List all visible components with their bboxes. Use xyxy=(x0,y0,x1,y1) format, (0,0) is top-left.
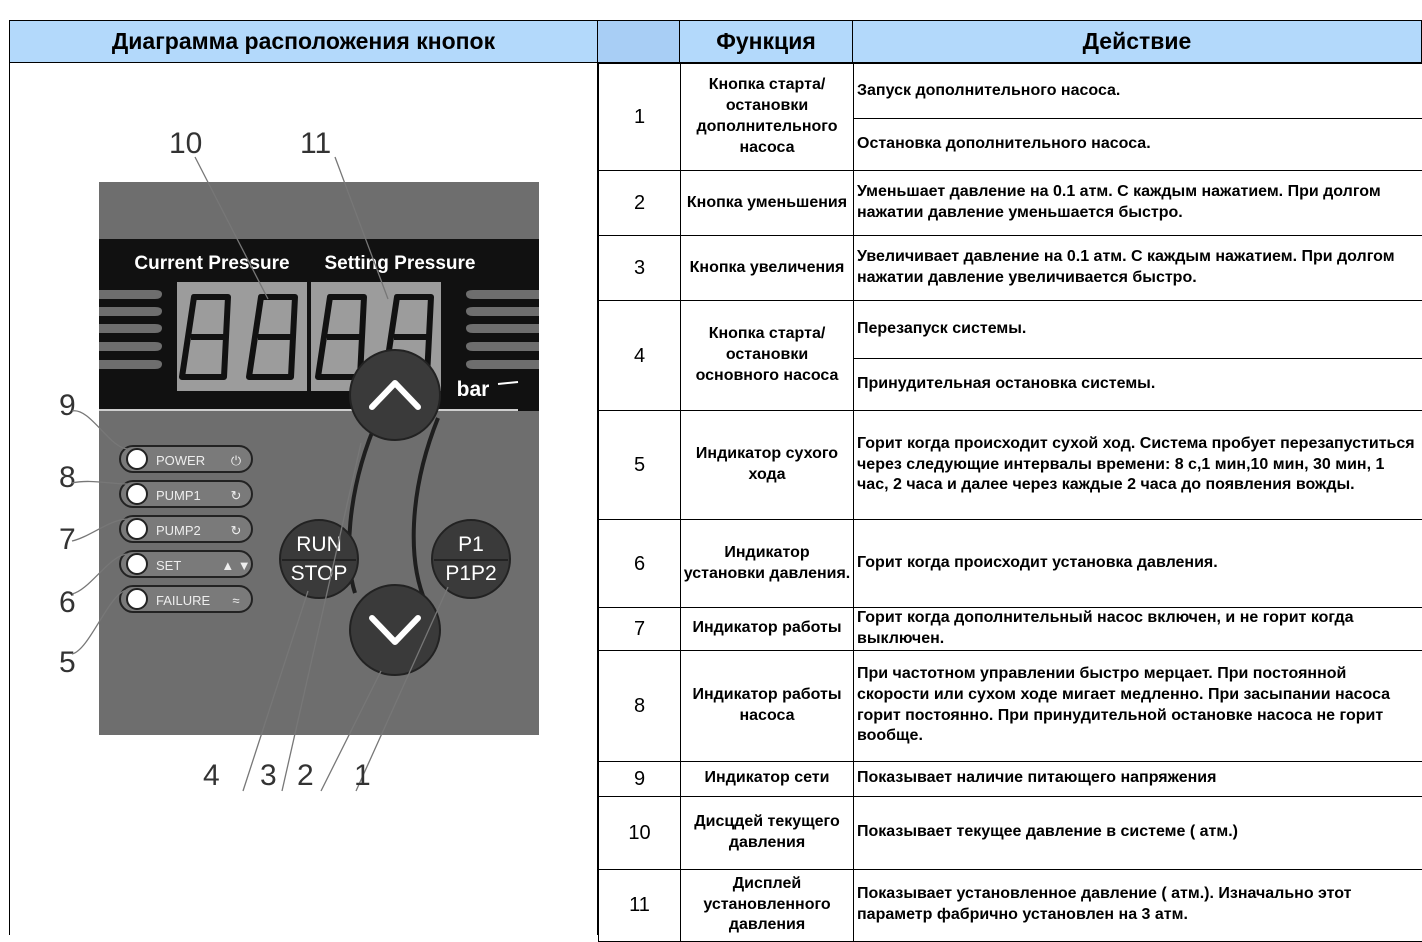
table-row xyxy=(599,301,1422,359)
row-function: Индикатор работы xyxy=(681,608,854,651)
level-bar-left-4 xyxy=(99,342,162,351)
pump-icon: ↻ xyxy=(231,488,242,503)
decrease-button[interactable] xyxy=(350,585,440,675)
indicator-led xyxy=(127,554,147,574)
row-function: Кнопка старта/остановки дополнительного насоса xyxy=(681,64,854,171)
indicator-pump2 xyxy=(120,516,252,542)
increase-button[interactable] xyxy=(350,350,440,440)
row-action: При частотном управлении быстро мерцает. При постоянной скорости или сухом ходе мигает медленно. При засыпании насоса горит постоянно. При принудительной остановке насоса не горит вообще. xyxy=(854,650,1422,761)
pump-icon: ↻ xyxy=(231,523,242,538)
diagram-header: Диаграмма расположения кнопок xyxy=(9,20,598,63)
row-function: Кнопка старта/остановки основного насоса xyxy=(681,301,854,411)
level-bar-right-4 xyxy=(466,342,539,351)
row-function: Дисцдей текущего давления xyxy=(681,796,854,869)
row-function: Индикатор установки давления. xyxy=(681,520,854,608)
callout-3: 3 xyxy=(260,759,277,792)
indicator-failure xyxy=(120,586,252,612)
run-label: RUN xyxy=(296,533,342,556)
row-action: Уменьшает давление на 0.1 атм. С каждым нажатием. При долгом нажатии давление уменьшается быстро. xyxy=(854,171,1422,236)
indicator-led xyxy=(127,589,147,609)
level-bar-right-2 xyxy=(466,307,539,316)
indicator-power xyxy=(120,446,252,472)
indicator-label: PUMP2 xyxy=(156,523,201,538)
table-row xyxy=(599,236,1422,301)
row-function: Кнопка уменьшения xyxy=(681,171,854,236)
indicator-set xyxy=(120,551,252,577)
row-action: Увеличивает давление на 0.1 атм. С каждым нажатием. При долгом нажатии давление увеличивается быстро. xyxy=(854,236,1422,301)
table-row xyxy=(599,171,1422,236)
row-function: Дисплей установленного давления xyxy=(681,869,854,941)
callout-5: 5 xyxy=(59,646,76,679)
table-row xyxy=(599,608,1422,651)
failure-icon: ≈ xyxy=(232,593,239,608)
control-panel-diagram xyxy=(10,63,597,935)
level-bar-left-1 xyxy=(99,290,162,299)
callout-10: 10 xyxy=(169,127,202,160)
unit-label: bar xyxy=(457,378,490,401)
row-action: Запуск дополнительного насоса. xyxy=(854,64,1422,119)
level-bar-right-5 xyxy=(466,360,539,369)
row-action: Принудительная остановка системы. xyxy=(854,359,1422,411)
power-icon: ⏻ xyxy=(231,453,241,468)
row-number: 8 xyxy=(599,650,681,761)
table-row xyxy=(599,520,1422,608)
level-bar-right-3 xyxy=(466,324,539,333)
row-function: Индикатор сухого хода xyxy=(681,411,854,520)
indicator-label: SET xyxy=(156,558,181,573)
callout-8: 8 xyxy=(59,461,76,494)
row-action: Показывает установленное давление ( атм.). Изначально этот параметр фабрично установлен на 3 атм. xyxy=(854,869,1422,941)
row-number: 4 xyxy=(599,301,681,411)
row-action: Горит когда происходит сухой ход. Система пробует перезапуститься через следующие интервалы времени: 8 с,1 мин,10 мин, 30 мин, 1 час, 2 часа и далее через каждые 2 часа до появления вожды. xyxy=(854,411,1422,520)
row-number: 1 xyxy=(599,64,681,171)
callout-1: 1 xyxy=(354,759,371,792)
level-bar-left-5 xyxy=(99,360,162,369)
diagram-frame xyxy=(9,63,598,935)
indicator-label: FAILURE xyxy=(156,593,211,608)
level-bar-right-1 xyxy=(466,290,539,299)
function-table xyxy=(598,63,1422,942)
indicator-led xyxy=(127,484,147,504)
action-header: Действие xyxy=(852,20,1422,63)
row-number: 6 xyxy=(599,520,681,608)
indicator-led xyxy=(127,449,147,469)
row-action: Показывает наличие питающего напряжения xyxy=(854,761,1422,796)
row-action: Горит когда дополнительный насос включен, и не горит когда выключен. xyxy=(854,608,1422,651)
row-function: Индикатор сети xyxy=(681,761,854,796)
indicator-leds xyxy=(120,446,252,612)
table-row xyxy=(599,761,1422,796)
row-number: 9 xyxy=(599,761,681,796)
callout-6: 6 xyxy=(59,586,76,619)
table-row xyxy=(599,796,1422,869)
row-function: Кнопка увеличения xyxy=(681,236,854,301)
row-action: Показывает текущее давление в системе ( атм.) xyxy=(854,796,1422,869)
function-header: Функция xyxy=(679,20,853,63)
number-header xyxy=(597,20,680,63)
arrows-icon: ▲ ▼ xyxy=(221,558,250,573)
callout-9: 9 xyxy=(59,389,76,422)
row-action: Горит когда происходит установка давления. xyxy=(854,520,1422,608)
row-number: 7 xyxy=(599,608,681,651)
p1p2-label: P1P2 xyxy=(445,562,496,585)
level-bar-left-2 xyxy=(99,307,162,316)
callout-11: 11 xyxy=(300,127,331,160)
row-action: Остановка дополнительного насоса. xyxy=(854,119,1422,171)
table-row xyxy=(599,650,1422,761)
indicator-led xyxy=(127,519,147,539)
table-row xyxy=(599,64,1422,119)
p1-label: P1 xyxy=(458,533,484,556)
indicator-label: POWER xyxy=(156,453,205,468)
table-row xyxy=(599,869,1422,941)
callout-4: 4 xyxy=(203,759,220,792)
callout-7: 7 xyxy=(59,523,76,556)
current-pressure-label: Current Pressure xyxy=(134,253,289,274)
setting-pressure-label: Setting Pressure xyxy=(325,253,476,274)
indicator-label: PUMP1 xyxy=(156,488,201,503)
indicator-pump1 xyxy=(120,481,252,507)
row-action: Перезапуск системы. xyxy=(854,301,1422,359)
row-number: 10 xyxy=(599,796,681,869)
row-number: 11 xyxy=(599,869,681,941)
table-row xyxy=(599,411,1422,520)
stop-label: STOP xyxy=(291,562,348,585)
row-function: Индикатор работы насоса xyxy=(681,650,854,761)
level-bar-left-3 xyxy=(99,324,162,333)
row-number: 2 xyxy=(599,171,681,236)
callout-2: 2 xyxy=(297,759,314,792)
row-number: 5 xyxy=(599,411,681,520)
row-number: 3 xyxy=(599,236,681,301)
